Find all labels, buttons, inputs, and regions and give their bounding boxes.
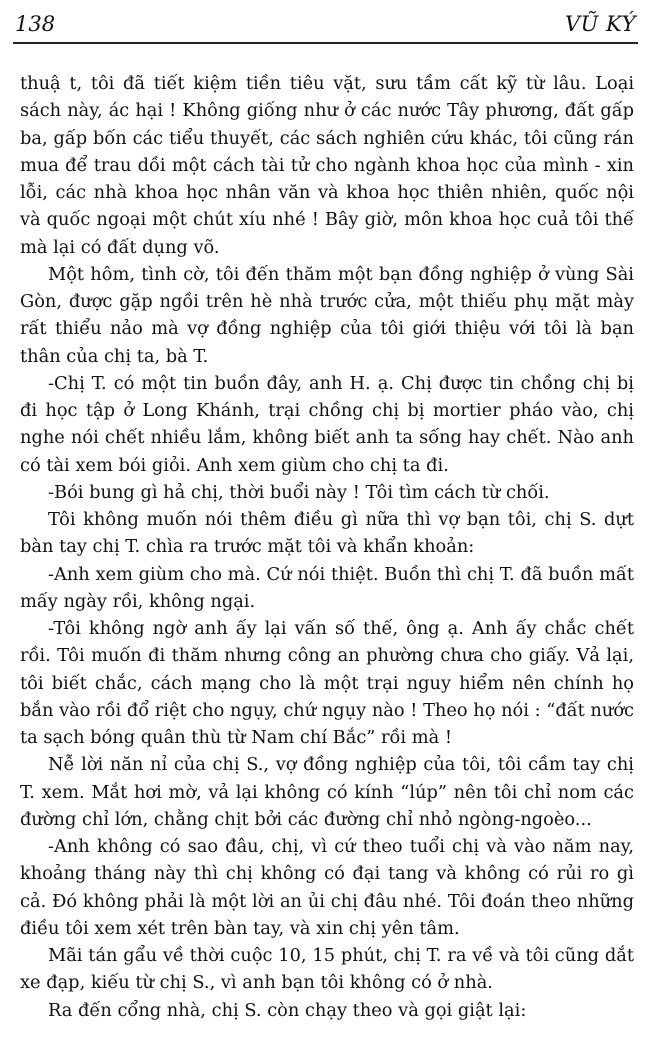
paragraph: Tôi không muốn nói thêm điều gì nữa thì vợ bạn tôi, chị S. dựt bàn tay chị T. chìa ra trước mặt tôi và khẩn khoản: [20, 509, 634, 558]
paragraph: Một hôm, tình cờ, tôi đến thăm một bạn đồng nghiệp ở vùng Sài Gòn, được gặp ngồi trên hè nhà trước cửa, một thiếu phụ mặt mày rất thiểu nảo mà vợ đồng nghiệp của tôi giới thiệu với tôi là bạn thân của chị ta, bà T. [20, 263, 634, 367]
paragraph: Nễ lời năn nỉ của chị S., vợ đồng nghiệp của tôi, tôi cầm tay chị T. xem. Mắt hơi mờ, vả lại không có kính “lúp” nên tôi chỉ nom các đường chỉ lớn, chằng chịt bởi các đường chỉ nhỏ ngòng-ngoèo... [20, 754, 634, 830]
paragraph: -Tôi không ngờ anh ấy lại vấn số thế, ông ạ. Anh ấy chắc chết rồi. Tôi muốn đi thăm nhưng công an phường chưa cho giấy. Vả lại, tôi biết chắc, cách mạng cho là một trại nguy hiểm nên chính họ bắn vào rồi đổ riệt cho ngụy, chứ ngụy nào ! Theo họ nói : “đất nước ta sạch bóng quân thù từ Nam chí Bắc” rồi mà ! [20, 618, 634, 748]
paragraph: thuậ t, tôi đã tiết kiệm tiền tiêu vặt, sưu tầm cất kỹ từ lâu. Loại sách này, ác hại ! Không giống như ở các nước Tây phương, đất gấp ba, gấp bốn các tiểu thuyết, các sách nghiên cứu khác, tôi cũng rán mua để trau dồi một cách tài tử cho ngành khoa học của mình - xin lỗi, các nhà khoa học nhân văn và khoa học thiên nhiên, quốc nội và quốc ngoại một chút xíu nhé ! Bây giờ, môn khoa học cuả tôi thế mà lại có đất dụng võ. [20, 73, 634, 258]
paragraph: -Anh không có sao đâu, chị, vì cứ theo tuổi chị và vào năm nay, khoảng tháng này thì chị không có đại tang và không có rủi ro gì cả. Đó không phải là một lời an ủi chị đâu nhé. Tôi đoán theo những điều tôi xem xét trên bàn tay, và xin chị yên tâm. [20, 836, 634, 939]
paragraph: Mãi tán gẩu về thời cuộc 10, 15 phút, chị T. ra về và tôi cũng dắt xe đạp, kiếu từ chị S., vì anh bạn tôi không có ở nhà. [20, 945, 634, 994]
paragraph: -Chị T. có một tin buồn đây, anh H. ạ. Chị được tin chồng chị bị đi học tập ở Long Khánh, trại chồng chị bị mortier pháo vào, chị nghe nói chết nhiều lắm, không biết anh ta sống hay chết. Nào anh có tài xem bói giỏi. Anh xem giùm cho chị ta đi. [20, 372, 634, 476]
body-text [20, 70, 634, 1024]
paragraph: -Bói bung gì hả chị, thời buổi này ! Tôi tìm cách từ chối. [48, 481, 550, 503]
page-header [13, 4, 638, 44]
paragraph: Ra đến cổng nhà, chị S. còn chạy theo và gọi giật lại: [48, 999, 527, 1021]
running-title: VŨ KÝ [564, 12, 636, 36]
paragraph: -Anh xem giùm cho mà. Cứ nói thiệt. Buồn thì chị T. đã buồn mất mấy ngày rồi, không ngại. [20, 563, 634, 612]
page-number: 138 [15, 12, 56, 36]
